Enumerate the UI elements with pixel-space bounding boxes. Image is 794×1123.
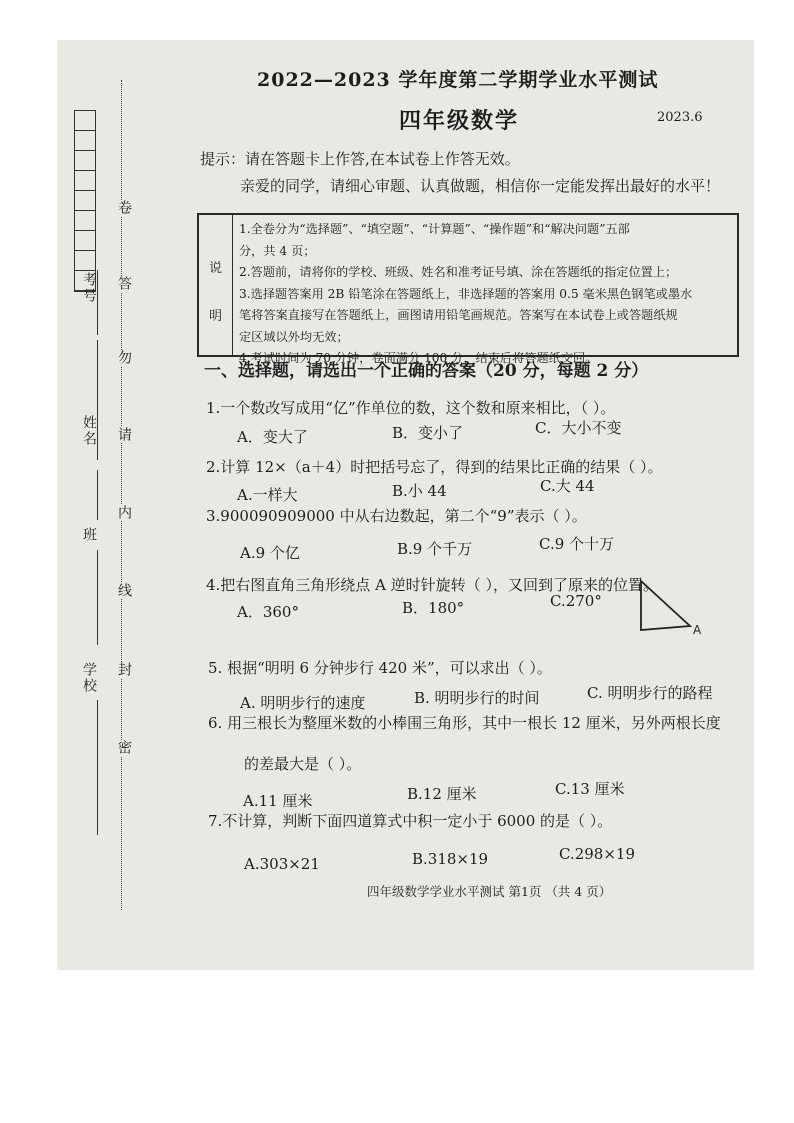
question-2-option-c: C.大 44 — [540, 477, 595, 495]
instructions-label-2: 明 — [209, 309, 223, 324]
question-1-option-c: C．大小不变 — [535, 419, 622, 437]
question-7-stem: 7.不计算，判断下面四道算式中积一定小于 6000 的是（ ）。 — [208, 812, 613, 830]
seal-char-5: 内 — [116, 505, 132, 521]
tip-line-1: 提示：请在答题卡上作答,在本试卷上作答无效。 — [200, 150, 520, 168]
right-triangle-figure — [635, 578, 715, 638]
school-label: 学校 — [81, 662, 97, 694]
tip-line-2: 亲爱的同学，请细心审题、认真做题，相信你一定能发挥出最好的水平！ — [240, 177, 721, 195]
instruction-line: 笔将答案直接写在答题纸上，画图请用铅笔画规范。答案写在本试卷上或答题纸规 — [239, 308, 678, 322]
question-6-option-c: C.13 厘米 — [555, 780, 625, 798]
exam-date: 2023.6 — [657, 110, 703, 125]
question-7-option-a: A.303×21 — [244, 855, 320, 873]
question-6-option-a: A.11 厘米 — [243, 792, 313, 810]
question-6-stem-cont: 的差最大是（ ）。 — [244, 755, 362, 773]
exam-number-grid — [74, 110, 96, 292]
school-line — [97, 700, 98, 835]
name-label: 姓名 — [81, 415, 97, 447]
question-7-option-b: B.318×19 — [412, 850, 489, 868]
seal-char-8: 密 — [116, 740, 132, 756]
question-7-option-c: C.298×19 — [559, 845, 635, 863]
instruction-line: 分，共 4 页； — [239, 243, 316, 258]
question-5-option-a: A. 明明步行的速度 — [240, 694, 366, 712]
seal-char-4: 请 — [116, 427, 132, 443]
question-6-stem: 6. 用三根长为整厘米数的小棒围三角形，其中一根长 12 厘米，另外两根长度 — [208, 714, 721, 732]
question-2-option-b: B.小 44 — [392, 482, 447, 500]
question-5-option-c: C. 明明步行的路程 — [587, 684, 713, 702]
binding-strip — [57, 40, 192, 970]
seal-char-1: 卷 — [116, 200, 132, 216]
instruction-line: 3.选择题答案用 2B 铅笔涂在答题纸上，非选择题的答案用 0.5 毫米黑色钢笔或墨水 — [239, 286, 693, 301]
question-4-option-a: A．360° — [237, 603, 299, 621]
question-3-stem: 3.900090909000 中从右边数起，第二个“9”表示（ ）。 — [206, 507, 587, 525]
question-4-stem: 4.把右图直角三角形绕点 A 逆时针旋转（ ），又回到了原来的位置。 — [206, 576, 658, 594]
section-heading: 一、选择题，请选出一个正确的答案（20 分，每题 2 分） — [204, 361, 649, 381]
question-1-stem: 1.一个数改写成用“亿”作单位的数，这个数和原来相比，（ ）。 — [206, 399, 616, 417]
question-1-option-b: B．变小了 — [392, 424, 464, 442]
question-5-stem: 5. 根据“明明 6 分钟步行 420 米”，可以求出（ ）。 — [208, 659, 552, 677]
triangle-vertex-label: A — [693, 623, 702, 637]
instruction-line: 定区域以外均无效； — [239, 329, 349, 344]
question-2-option-a: A.一样大 — [237, 486, 298, 504]
instructions-box — [197, 213, 739, 365]
seal-char-6: 线 — [116, 583, 132, 599]
class-line — [97, 470, 98, 520]
question-3-option-b: B.9 个千万 — [397, 540, 473, 558]
seal-char-2: 答 — [116, 276, 132, 292]
class-label: 班 — [81, 527, 97, 543]
question-2-stem: 2.计算 12×（a＋4）时把括号忘了，得到的结果比正确的结果（ ）。 — [206, 458, 663, 476]
instruction-line: 2.答题前，请将你的学校、班级、姓名和准考证号填、涂在答题纸的指定位置上； — [239, 265, 678, 279]
instructions-body — [239, 219, 731, 370]
question-6-option-b: B.12 厘米 — [407, 785, 477, 803]
seal-char-7: 封 — [116, 662, 132, 678]
exam-title: 2022—2023 学年度第二学期学业水平测试 — [257, 69, 659, 91]
instruction-line: 4.考试时间为 70 分钟，卷面满分 100 分，结束后将答题纸交回。 — [239, 351, 598, 365]
question-1-option-a: A．变大了 — [237, 428, 308, 446]
question-4-option-c: C.270° — [550, 592, 602, 610]
question-4-option-b: B．180° — [402, 599, 465, 617]
question-3-option-c: C.9 个十万 — [539, 535, 615, 553]
page-footer: 四年级数学学业水平测试 第1页 （共 4 页） — [367, 884, 612, 899]
instructions-label-1: 说 — [209, 261, 223, 276]
exam-no-label: 考号 — [81, 272, 97, 304]
instructions-label — [199, 215, 233, 355]
class-line-2 — [97, 550, 98, 645]
exam-sheet — [57, 40, 754, 970]
seal-char-3: 勿 — [116, 350, 132, 366]
question-3-option-a: A.9 个亿 — [240, 544, 300, 562]
exam-subject: 四年级数学 — [399, 108, 520, 134]
instruction-line: 1.全卷分为“选择题”、“填空题”、“计算题”、“操作题”和“解决问题”五部 — [239, 222, 630, 236]
question-5-option-b: B. 明明步行的时间 — [414, 689, 540, 707]
